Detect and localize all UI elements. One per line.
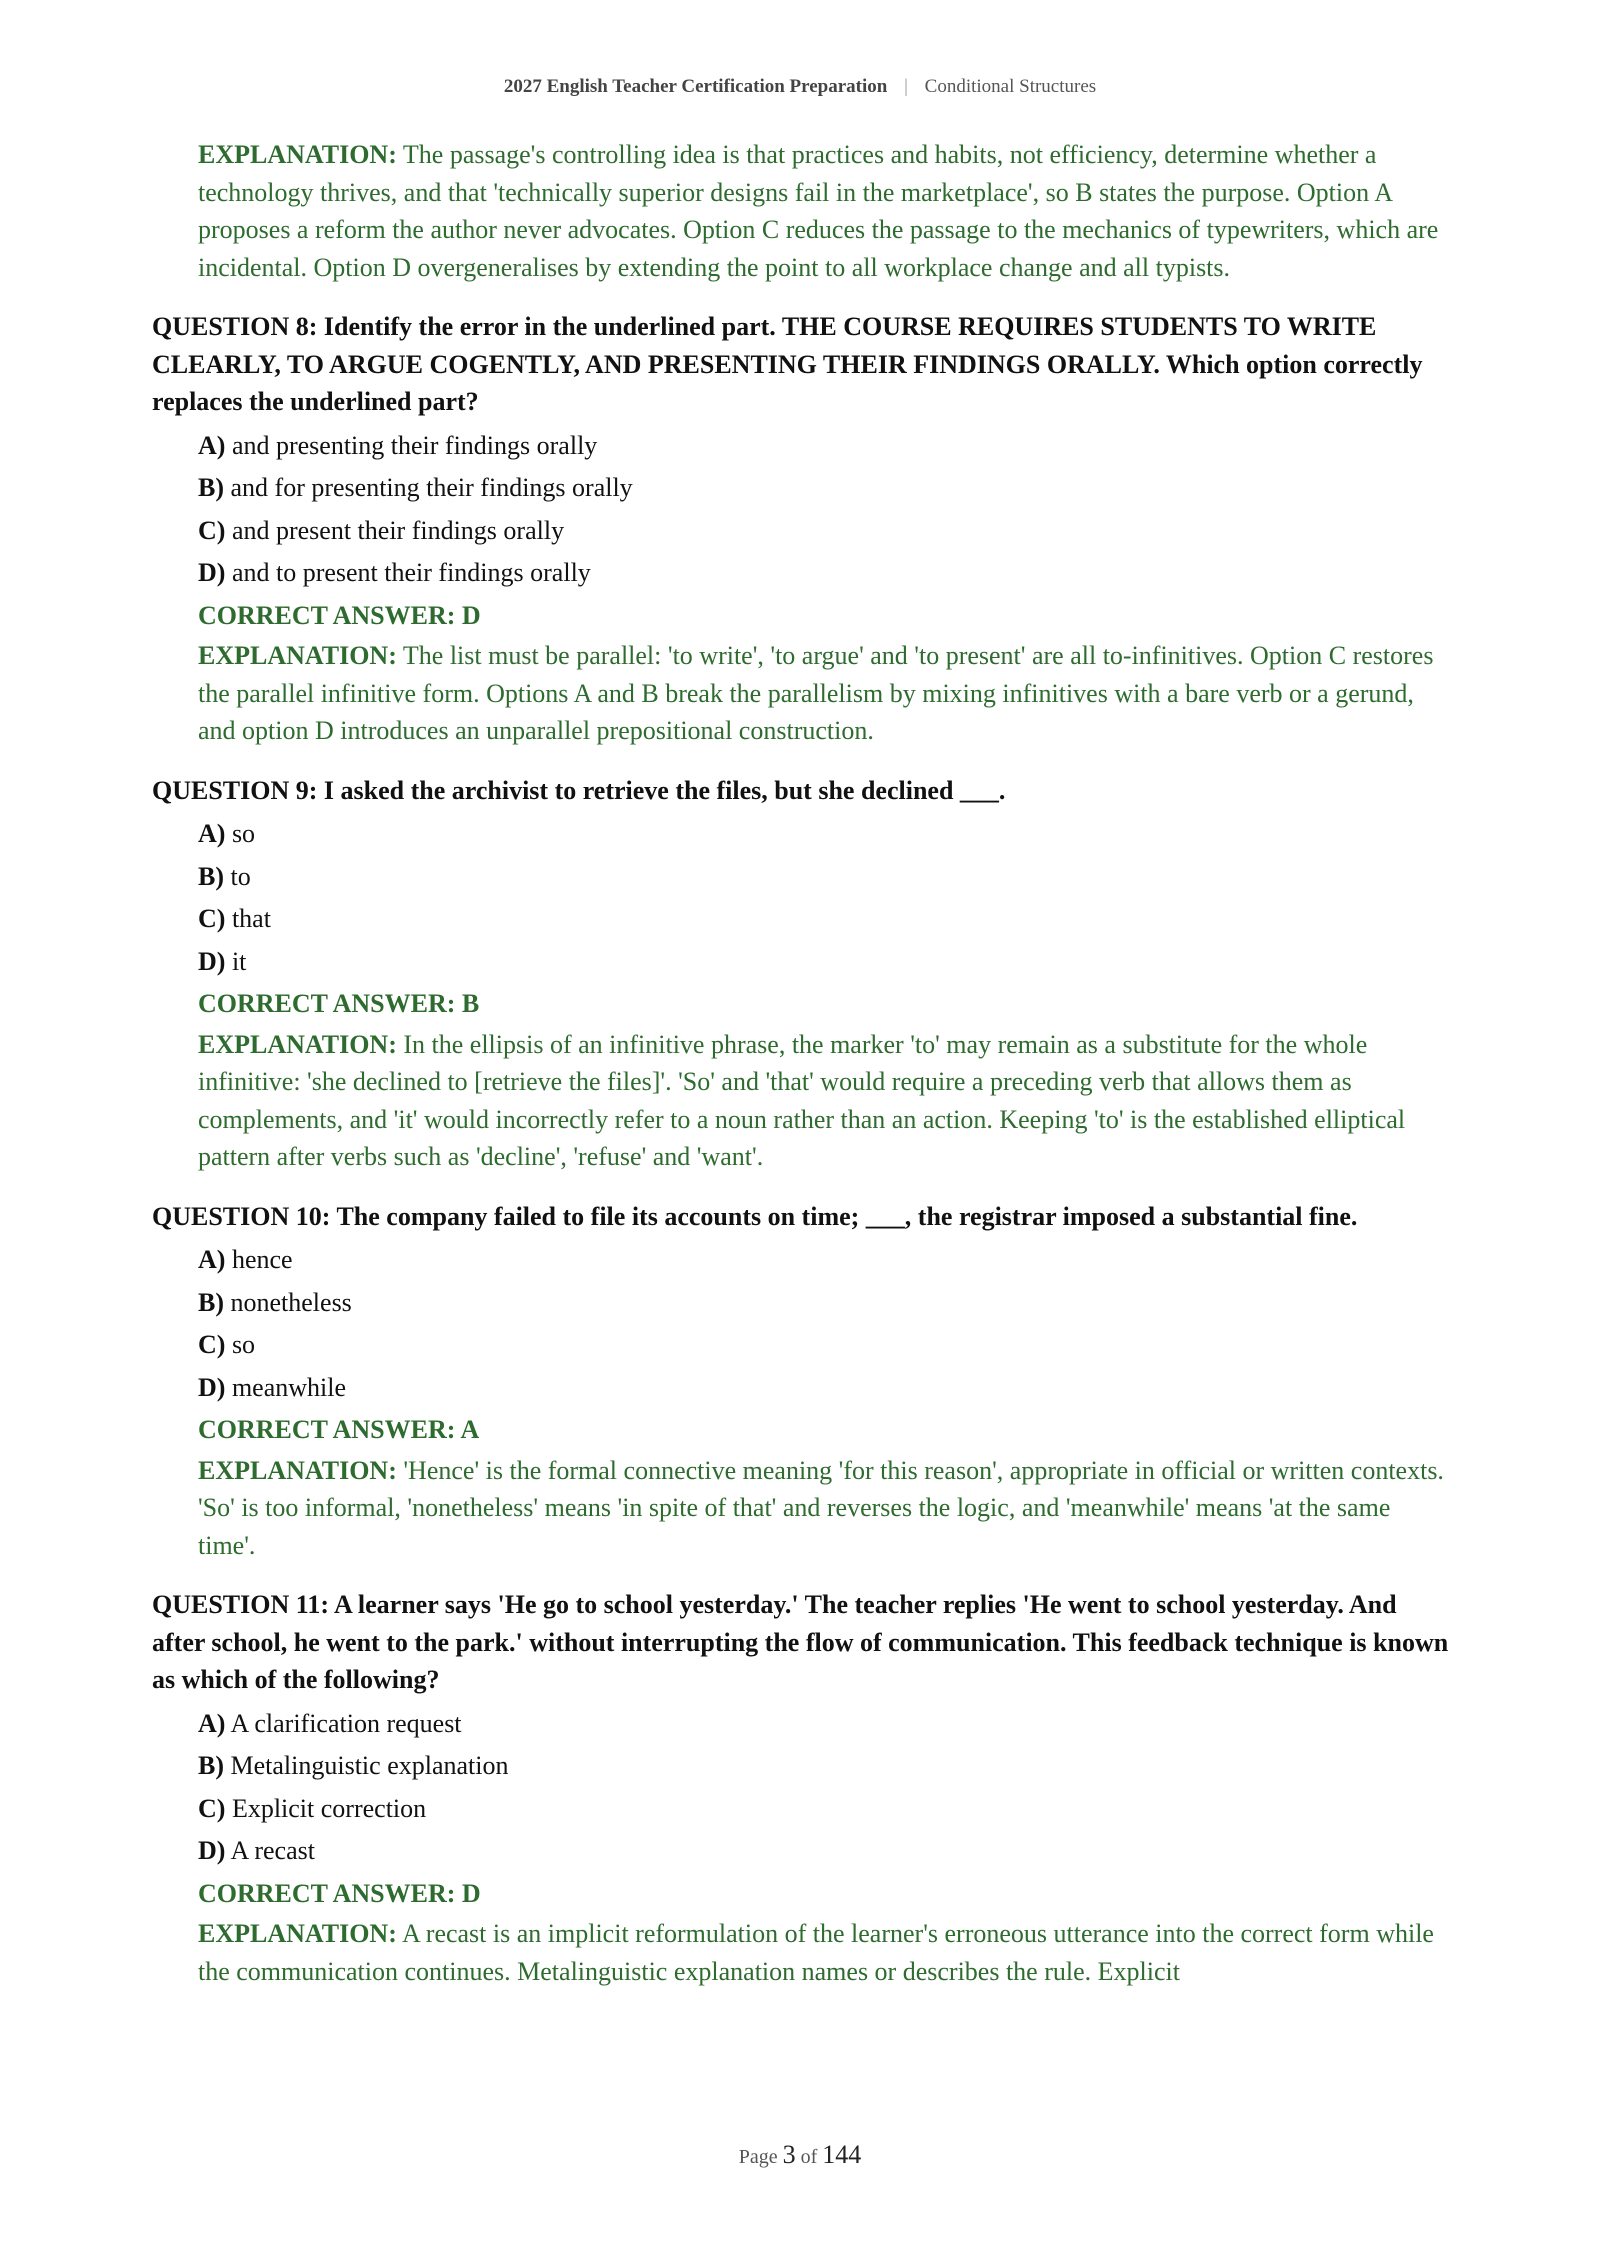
- option-item: [198, 898, 1452, 941]
- explanation-label: EXPLANATION:: [198, 1919, 397, 1948]
- correct-answer: CORRECT ANSWER: D: [198, 1878, 481, 1908]
- option-letter: A): [198, 819, 226, 848]
- option-letter: C): [198, 1330, 226, 1359]
- option-text: A clarification request: [230, 1708, 462, 1738]
- option-letter: D): [198, 946, 226, 976]
- option-text: and to present their findings orally: [231, 558, 591, 587]
- option-text: and for presenting their findings orally: [230, 473, 633, 502]
- option-letter: C): [198, 515, 226, 545]
- header-separator: |: [904, 76, 908, 97]
- question-block: [152, 1198, 1452, 1565]
- question-title: QUESTION 9: I asked the archivist to retrieve the files, but she declined ___.: [152, 775, 1006, 805]
- option-item: [198, 813, 1452, 856]
- option-letter: C): [198, 1793, 226, 1823]
- option-text: to: [230, 861, 251, 891]
- question-block: [152, 772, 1452, 1176]
- option-item: [198, 1367, 1452, 1410]
- question-block: [152, 308, 1452, 750]
- explanation-label: EXPLANATION:: [198, 1455, 397, 1485]
- option-letter: A): [198, 1708, 226, 1738]
- options-list: [198, 1703, 1452, 1873]
- option-item: [198, 510, 1452, 553]
- option-text: meanwhile: [231, 1372, 347, 1402]
- option-text: so: [231, 819, 256, 848]
- option-text: Explicit correction: [231, 1793, 427, 1823]
- option-letter: D): [198, 1836, 226, 1865]
- option-item: [198, 1324, 1452, 1367]
- page-footer: [0, 2140, 1600, 2170]
- explanation: [198, 637, 1452, 750]
- option-letter: B): [198, 861, 224, 891]
- option-item: [198, 552, 1452, 595]
- page-content: [152, 136, 1452, 1990]
- options-list: [198, 813, 1452, 983]
- option-item: [198, 467, 1452, 510]
- option-item: [198, 1745, 1452, 1788]
- option-item: [198, 1830, 1452, 1873]
- option-letter: D): [198, 558, 226, 587]
- of-word: of: [800, 2146, 818, 2168]
- question-title: QUESTION 11: A learner says 'He go to school yesterday.' The teacher replies 'He went to school yesterday. And after school, he went to the park.' without interrupting the flow of communication. This feedback technique is known as which of the following?: [152, 1590, 1449, 1694]
- explanation: [198, 1026, 1452, 1176]
- option-text: Metalinguistic explanation: [230, 1751, 509, 1780]
- option-item: [198, 856, 1452, 899]
- explanation-text: 'Hence' is the formal connective meaning 'for this reason', appropriate in official or written contexts. 'So' is too informal, 'nonetheless' means 'in spite of that' and reverses the logic, and 'meanwhile' means 'at the same time'.: [198, 1455, 1444, 1560]
- question-title: QUESTION 8: Identify the error in the underlined part. THE COURSE REQUIRES STUDENTS TO WRITE CLEARLY, TO ARGUE COGENTLY, AND PRESENTING THEIR FINDINGS ORALLY. Which option correctly replaces the underlined part?: [152, 312, 1423, 416]
- explanation-label: EXPLANATION:: [198, 140, 397, 169]
- total-pages: 144: [822, 2140, 862, 2169]
- explanation-text: In the ellipsis of an infinitive phrase, the marker 'to' may remain as a substitute for the whole infinitive: 'she declined to [retrieve the files]'. 'So' and 'that' would require a preceding verb that allows them as complements, and 'it' would incorrectly refer to a noun rather than an action. Keeping 'to' is the established elliptical pattern after verbs such as 'decline', 'refuse' and 'want'.: [198, 1029, 1406, 1171]
- explanation-text: The passage's controlling idea is that practices and habits, not efficiency, determine whether a technology thrives, and that 'technically superior designs fail in the marketplace', so B states the purpose. Option A proposes a reform the author never advocates. Option C reduces the passage to the mechanics of typewriters, which are incidental. Option D overgeneralises by extending the point to all workplace change and all typists.: [198, 140, 1439, 282]
- explanation-label: EXPLANATION:: [198, 1029, 397, 1059]
- explanation-text: The list must be parallel: 'to write', 'to argue' and 'to present' are all to-infinitives. Option C restores the parallel infinitive form. Options A and B break the parallelism by mixing infinitives with a bare verb or a gerund, and option D introduces an unparallel prepositional construction.: [198, 641, 1434, 745]
- option-text: hence: [231, 1245, 293, 1274]
- option-text: and present their findings orally: [231, 515, 565, 545]
- page-header: [0, 76, 1600, 98]
- option-text: and presenting their findings orally: [231, 430, 598, 460]
- explanation-label: EXPLANATION:: [198, 641, 397, 670]
- option-item: [198, 1703, 1452, 1746]
- option-letter: A): [198, 430, 226, 460]
- option-text: nonetheless: [230, 1287, 352, 1317]
- options-list: [198, 425, 1452, 595]
- page-number: 3: [782, 2140, 796, 2169]
- option-item: [198, 425, 1452, 468]
- explanation-text: A recast is an implicit reformulation of the learner's erroneous utterance into the correct form while the communication continues. Metalinguistic explanation names or describes the rule. Explicit: [198, 1919, 1434, 1986]
- option-letter: B): [198, 473, 224, 502]
- page-word: Page: [738, 2146, 778, 2168]
- options-list: [198, 1239, 1452, 1409]
- option-text: that: [231, 904, 271, 933]
- option-letter: D): [198, 1372, 226, 1402]
- option-item: [198, 1282, 1452, 1325]
- correct-answer: CORRECT ANSWER: D: [198, 600, 481, 630]
- document-title: 2027 English Teacher Certification Preparation: [503, 76, 888, 97]
- option-letter: B): [198, 1751, 224, 1780]
- option-item: [198, 1239, 1452, 1282]
- correct-answer: CORRECT ANSWER: A: [198, 1415, 480, 1444]
- option-letter: C): [198, 904, 226, 933]
- option-letter: A): [198, 1245, 226, 1274]
- correct-answer: CORRECT ANSWER: B: [198, 989, 480, 1018]
- option-text: it: [231, 946, 247, 976]
- intro-explanation: [198, 136, 1452, 286]
- option-letter: B): [198, 1287, 224, 1317]
- question-title: QUESTION 10: The company failed to file its accounts on time; ___, the registrar imposed a substantial fine.: [152, 1201, 1358, 1231]
- option-text: A recast: [230, 1836, 315, 1865]
- section-title: Conditional Structures: [924, 76, 1097, 97]
- option-item: [198, 941, 1452, 984]
- option-item: [198, 1788, 1452, 1831]
- question-block: [152, 1586, 1452, 1990]
- option-text: so: [231, 1330, 256, 1359]
- explanation: [198, 1452, 1452, 1565]
- explanation: [198, 1915, 1452, 1990]
